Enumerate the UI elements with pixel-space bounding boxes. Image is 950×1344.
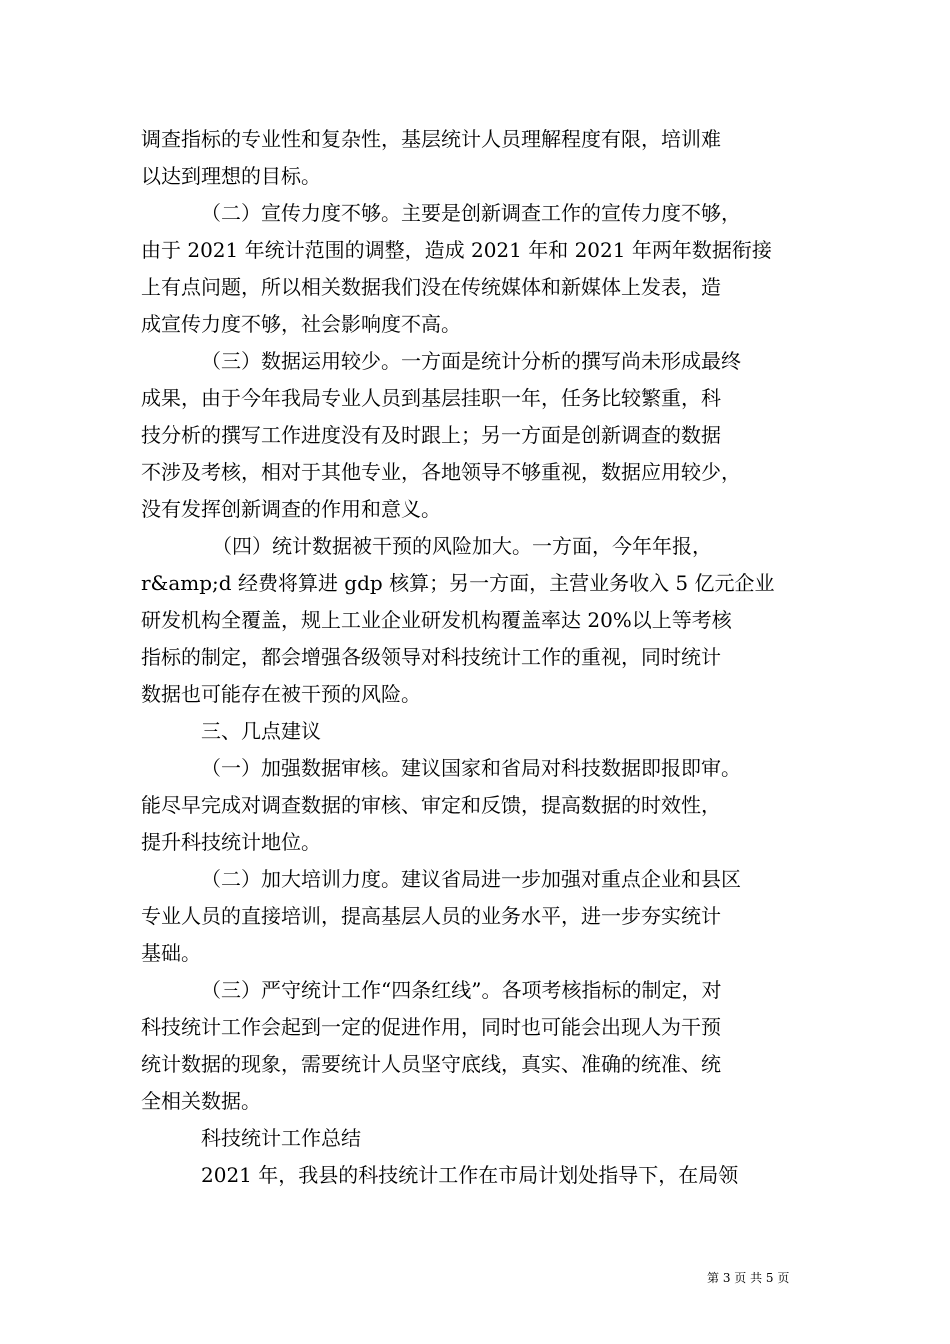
text-line: 提升科技统计地位。 — [141, 830, 321, 854]
text-line: （二）宣传力度不够。主要是创新调查工作的宣传力度不够， — [201, 201, 741, 225]
text-line: 统计数据的现象，需要统计人员坚守底线，真实、准确的统准、统 — [141, 1052, 721, 1076]
text-line: 基础。 — [141, 941, 201, 965]
page-number: 第 3 页 共 5 页 — [707, 1271, 790, 1285]
text-line: 成宣传力度不够，社会影响度不高。 — [141, 312, 461, 336]
section-heading: 三、几点建议 — [201, 719, 321, 743]
text-line: 2021 年，我县的科技统计工作在市局计划处指导下，在局领 — [201, 1163, 739, 1187]
text-line: （四）统计数据被干预的风险加大。一方面，今年年报， — [212, 534, 712, 558]
text-line: 调查指标的专业性和复杂性，基层统计人员理解程度有限，培训难 — [141, 127, 721, 151]
text-line: （一）加强数据审核。建议国家和省局对科技数据即报即审。 — [201, 756, 741, 780]
text-line: 以达到理想的目标。 — [141, 164, 321, 188]
text-line: 数据也可能存在被干预的风险。 — [141, 682, 421, 706]
text-line: 全相关数据。 — [141, 1089, 261, 1113]
text-line: 由于 2021 年统计范围的调整，造成 2021 年和 2021 年两年数据衔接 — [141, 238, 772, 262]
text-line: （三）严守统计工作“四条红线”。各项考核指标的制定，对 — [201, 978, 722, 1002]
text-line: 能尽早完成对调查数据的审核、审定和反馈，提高数据的时效性， — [141, 793, 721, 817]
text-line: 不涉及考核，相对于其他专业，各地领导不够重视，数据应用较少， — [141, 460, 741, 484]
text-line: 上有点问题，所以相关数据我们没在传统媒体和新媒体上发表，造 — [141, 275, 721, 299]
text-line: （二）加大培训力度。建议省局进一步加强对重点企业和县区 — [201, 867, 741, 891]
text-line: r&amp;d 经费将算进 gdp 核算；另一方面，主营业务收入 5 亿元企业 — [141, 571, 775, 595]
text-line: 成果，由于今年我局专业人员到基层挂职一年，任务比较繁重，科 — [141, 386, 721, 410]
text-line: 专业人员的直接培训，提高基层人员的业务水平，进一步夯实统计 — [141, 904, 721, 928]
text-line: 指标的制定，都会增强各级领导对科技统计工作的重视，同时统计 — [141, 645, 721, 669]
text-line: （三）数据运用较少。一方面是统计分析的撰写尚未形成最终 — [201, 349, 741, 373]
document-title: 科技统计工作总结 — [201, 1126, 361, 1150]
text-line: 没有发挥创新调查的作用和意义。 — [141, 497, 441, 521]
text-line: 研发机构全覆盖，规上工业企业研发机构覆盖率达 20%以上等考核 — [141, 608, 732, 632]
text-line: 科技统计工作会起到一定的促进作用，同时也可能会出现人为干预 — [141, 1015, 721, 1039]
text-line: 技分析的撰写工作进度没有及时跟上；另一方面是创新调查的数据 — [141, 423, 721, 447]
